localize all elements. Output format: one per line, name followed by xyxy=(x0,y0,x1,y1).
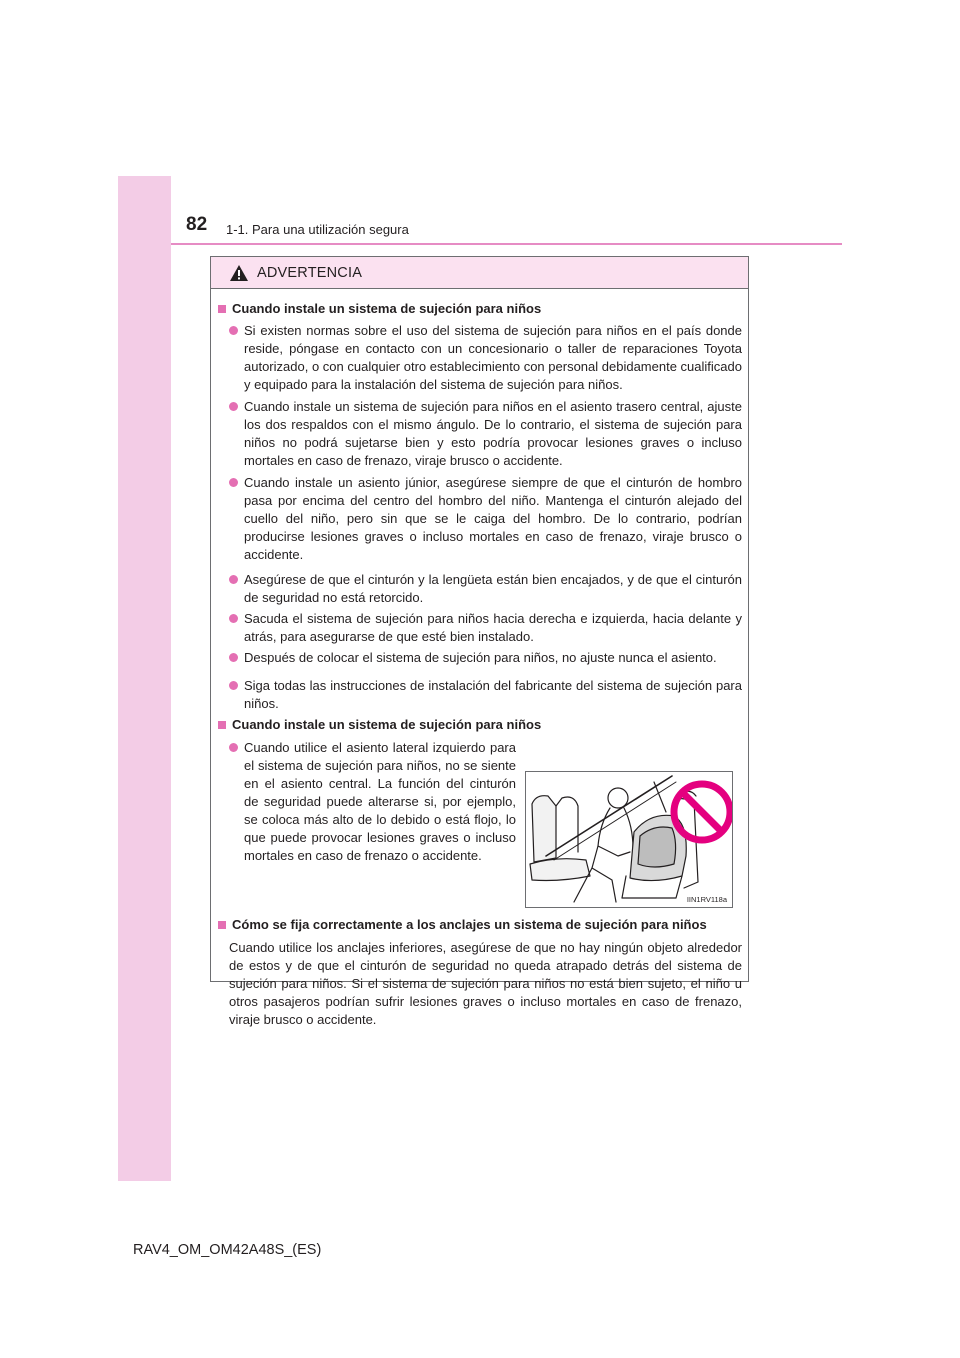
paragraph: Cuando utilice los anclajes inferiores, asegúrese de que no hay ningún objeto alrededor de estos y de que el cinturón de seguridad no queda atrapado detrás del sistema de sujeción para niños. Si el sistema de sujeción para niños no está bien sujeto, el niño u otros pasajeros podrían sufrir lesiones graves o incluso mortales en caso de frenazo, viraje brusco o accidente. xyxy=(229,940,742,1027)
section-heading: Cómo se fija correctamente a los anclajes un sistema de sujeción para niños xyxy=(218,916,707,934)
side-band xyxy=(118,176,171,1181)
square-bullet-icon xyxy=(218,305,226,313)
prohibition-icon xyxy=(674,784,730,840)
warning-box xyxy=(210,256,749,1027)
round-bullet-icon xyxy=(229,575,238,584)
list-item: Cuando utilice el asiento lateral izquierdo para el sistema de sujeción para niños, no se siente en el asiento central. La función del cinturón de seguridad puede alterarse si, por ejemplo, se coloca más alto de lo debido o está flojo, lo que puede provocar lesiones graves o incluso mortales en caso de frenazo o accidente. xyxy=(229,739,516,865)
figure-code: IIN1RV118a xyxy=(686,895,727,904)
round-bullet-icon xyxy=(229,326,238,335)
section-title: 1-1. Para una utilización segura xyxy=(226,222,409,237)
list-item: Cuando instale un asiento júnior, asegúrese siempre de que el cinturón de hombro pasa por encima del centro del hombro del niño. Mantenga el cinturón alejado del cuello del niño, pero sin que se le caiga del hombro. De lo contrario, podrían producirse lesiones graves o incluso mortales en caso de frenazo, viraje brusco o accidente. xyxy=(229,474,742,564)
list-item: Sacuda el sistema de sujeción para niños hacia derecha e izquierda, hacia delante y atrás, para asegurarse de que esté bien instalado. xyxy=(229,610,742,646)
page-number: 82 xyxy=(186,214,208,235)
square-bullet-icon xyxy=(218,721,226,729)
section-heading: Cuando instale un sistema de sujeción para niños xyxy=(218,300,541,318)
square-bullet-icon xyxy=(218,921,226,929)
document-code: RAV4_OM_OM42A48S_(ES) xyxy=(133,1242,322,1258)
round-bullet-icon xyxy=(229,653,238,662)
header-rule xyxy=(171,243,842,245)
warning-header xyxy=(211,257,748,289)
round-bullet-icon xyxy=(229,614,238,623)
round-bullet-icon xyxy=(229,681,238,690)
list-item: Cuando instale un sistema de sujeción para niños en el asiento trasero central, ajuste los dos respaldos con el mismo ángulo. De lo contrario, el sistema de sujeción para niños no podrá sujetarse bien y esto podría provocar lesiones graves o incluso mortales en caso de frenazo, viraje brusco o accidente. xyxy=(229,398,742,470)
child-seat-illustration xyxy=(525,771,733,908)
list-item: Asegúrese de que el cinturón y la lengüeta están bien encajados, y de que el cinturón de seguridad no está retorcido. xyxy=(229,571,742,607)
list-item: Siga todas las instrucciones de instalación del fabricante del sistema de sujeción para niños. xyxy=(229,677,742,713)
warning-title: ADVERTENCIA xyxy=(257,264,363,281)
warning-triangle-icon xyxy=(229,264,249,282)
list-item: Si existen normas sobre el uso del sistema de sujeción para niños en el país donde reside, póngase en contacto con un concesionario o taller de reparaciones Toyota autorizado, o con cualquier otro establecimiento con personal debidamente cualificado y equipado para la instalación del sistema de sujeción para niños. xyxy=(229,322,742,394)
child-seat-drawing xyxy=(526,772,732,907)
round-bullet-icon xyxy=(229,402,238,411)
list-item: Después de colocar el sistema de sujeción para niños, no ajuste nunca el asiento. xyxy=(229,649,742,667)
round-bullet-icon xyxy=(229,743,238,752)
section-heading: Cuando instale un sistema de sujeción para niños xyxy=(218,716,541,734)
round-bullet-icon xyxy=(229,478,238,487)
